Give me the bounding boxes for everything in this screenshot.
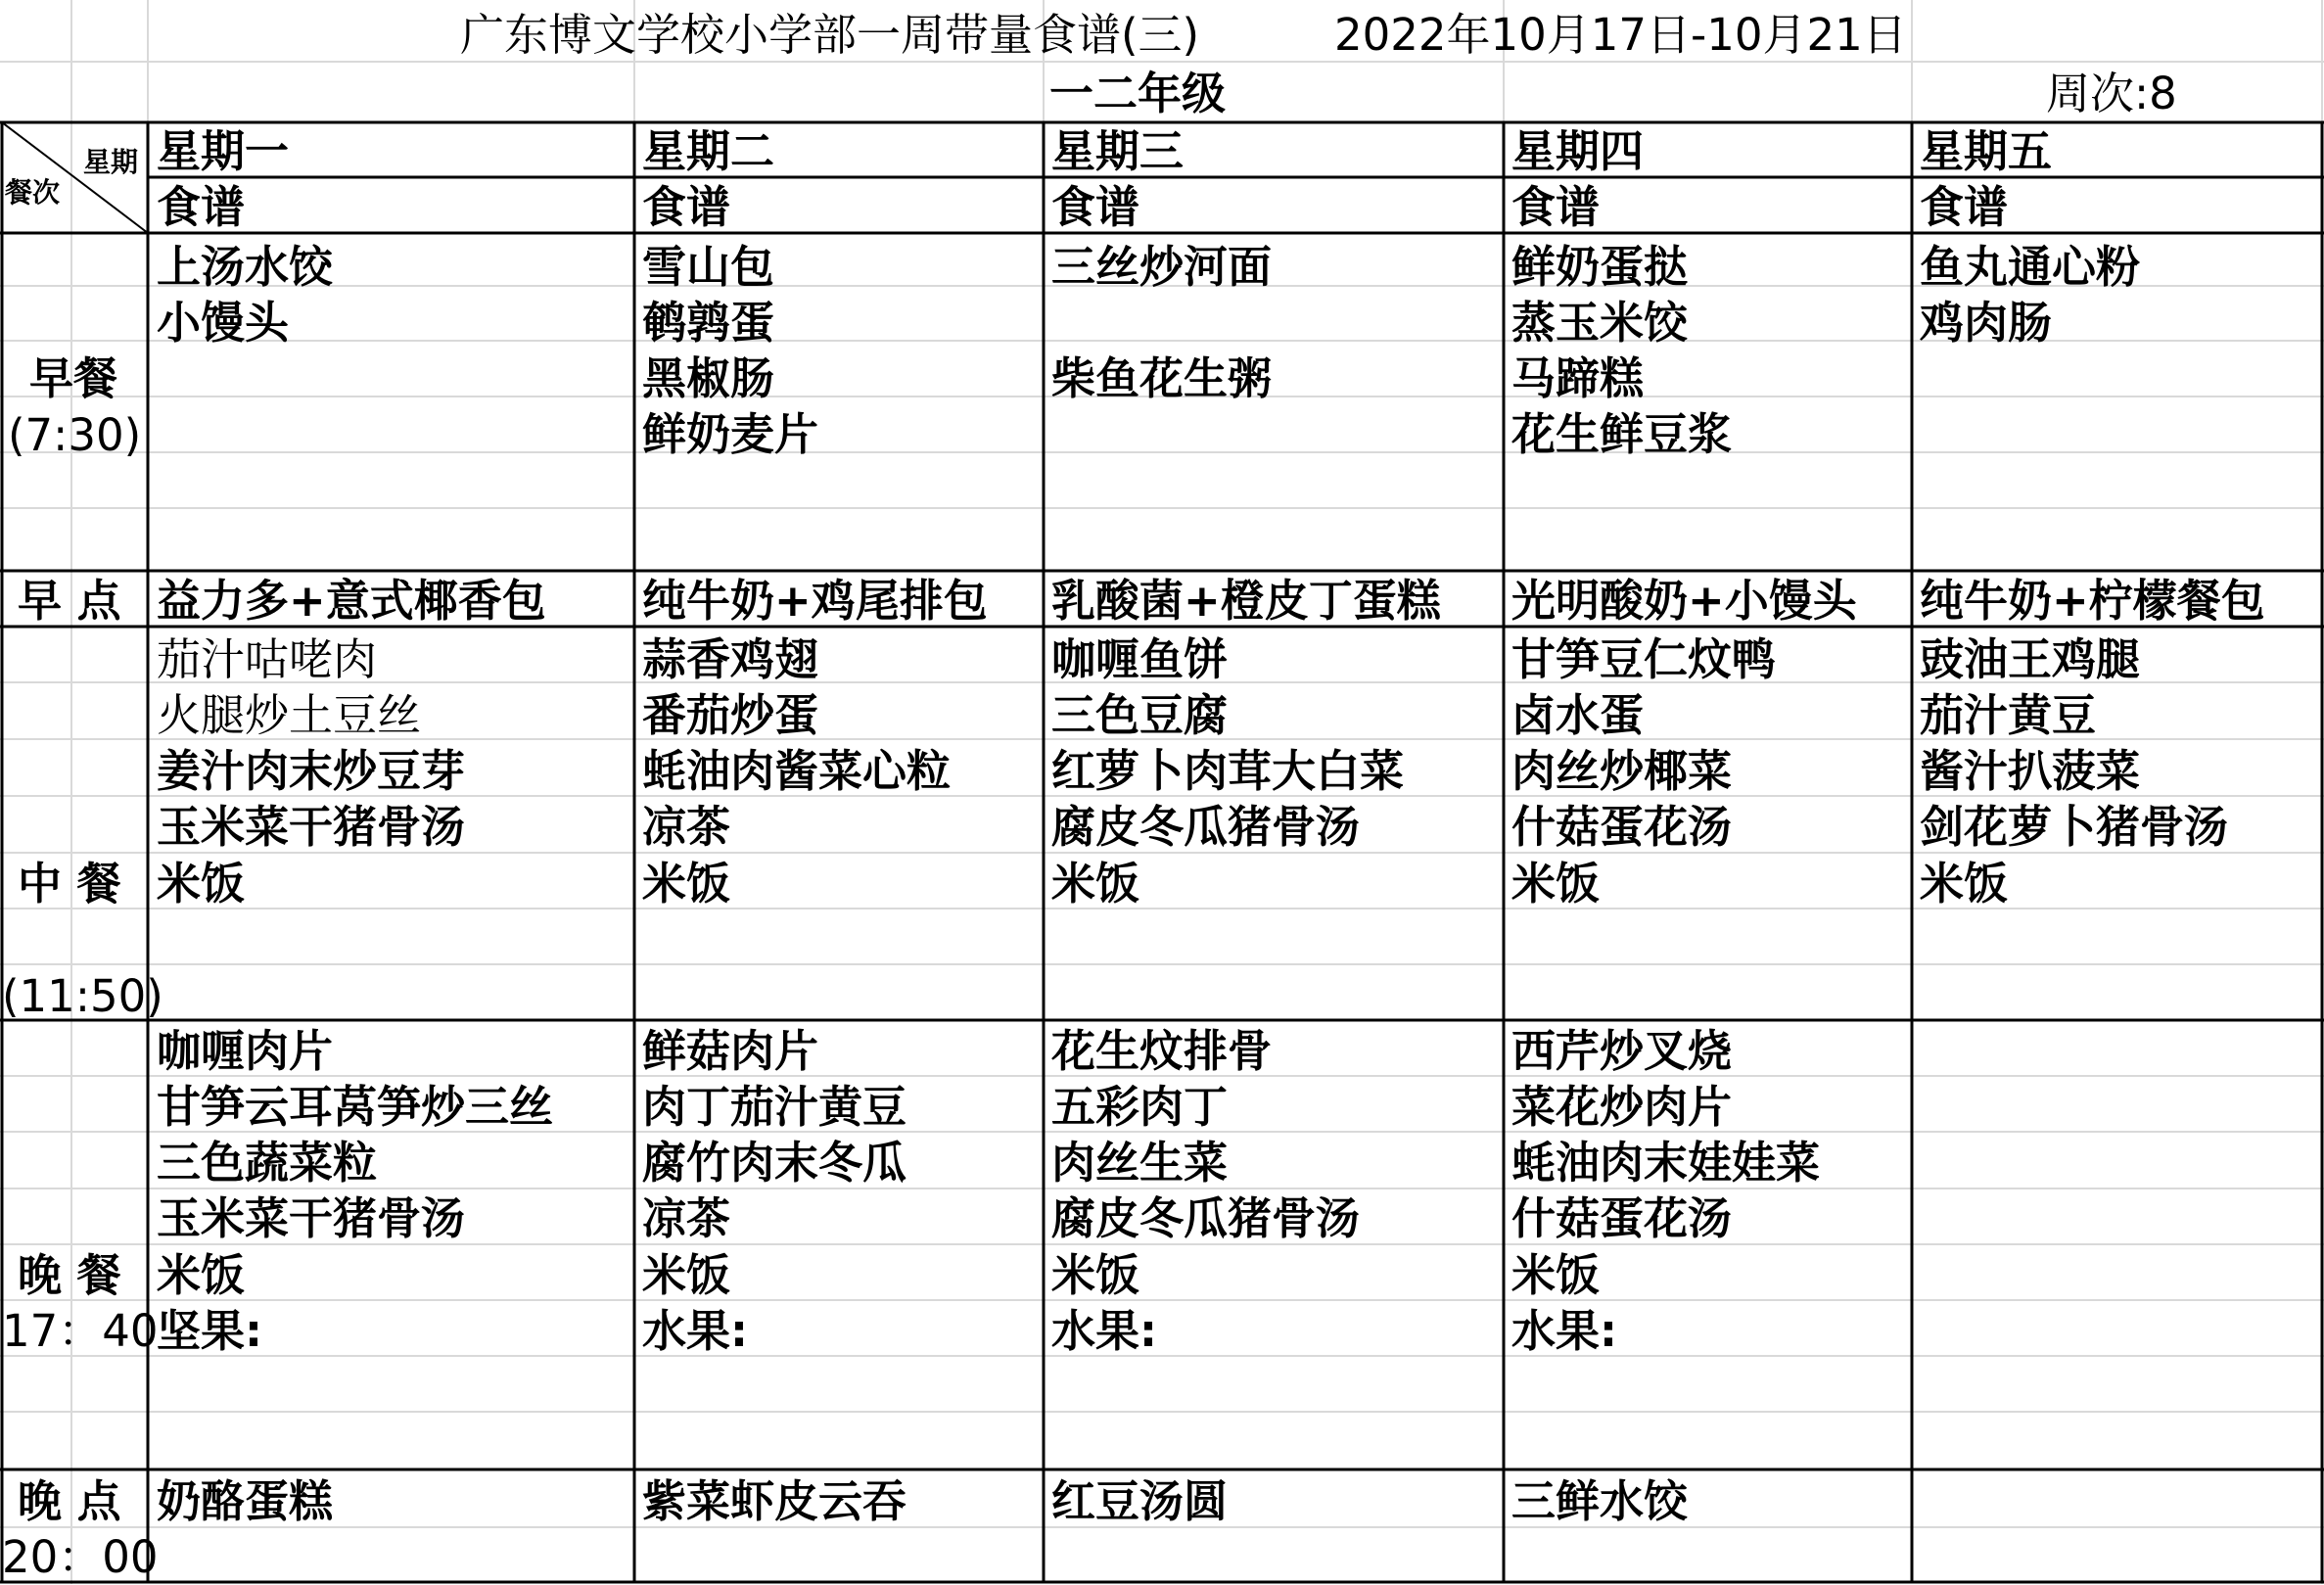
menu-item: 蚝油肉酱菜心粒 xyxy=(642,745,952,797)
menu-item: 三鲜水饺 xyxy=(1511,1475,1689,1527)
menu-item: 三色蔬菜粒 xyxy=(157,1137,378,1189)
menu-label: 食谱 xyxy=(1051,181,1140,233)
menu-item: 坚果: xyxy=(157,1305,262,1357)
meal-time: 17：40 xyxy=(2,1305,159,1357)
menu-item: 红萝卜肉茸大白菜 xyxy=(1051,745,1405,797)
menu-item: 凉茶 xyxy=(642,801,731,853)
menu-item: 甘笋豆仁炆鸭 xyxy=(1511,633,1777,685)
week-number: 周次:8 xyxy=(2046,68,2177,119)
menu-item: 鲜菇肉片 xyxy=(642,1025,819,1077)
menu-item: 水果: xyxy=(1051,1305,1157,1357)
menu-item: 什菇蛋花汤 xyxy=(1511,1192,1733,1244)
menu-item: 上汤水饺 xyxy=(157,241,334,293)
menu-item: 奶酪蛋糕 xyxy=(157,1475,334,1527)
day-header: 星期五 xyxy=(1920,125,2053,177)
menu-item: 水果: xyxy=(1511,1305,1617,1357)
date-range: 2022年10月17日-10月21日 xyxy=(1334,9,1907,61)
menu-item: 花生炆排骨 xyxy=(1051,1025,1273,1077)
menu-label: 食谱 xyxy=(1511,181,1601,233)
day-header: 星期二 xyxy=(642,125,775,177)
menu-item: 鸡肉肠 xyxy=(1920,297,2053,349)
menu-item: 红豆汤圆 xyxy=(1051,1475,1229,1527)
menu-item: 咖喱鱼饼 xyxy=(1051,633,1229,685)
menu-item: 凉茶 xyxy=(642,1192,731,1244)
menu-item: 三色豆腐 xyxy=(1051,689,1229,741)
day-header: 星期三 xyxy=(1051,125,1185,177)
meal-name: 中 餐 xyxy=(18,858,121,909)
menu-label: 食谱 xyxy=(642,181,731,233)
menu-item: 番茄炒蛋 xyxy=(642,689,819,741)
meal-time: (11:50) xyxy=(2,970,163,1022)
menu-item: 鲜奶麦片 xyxy=(642,408,819,460)
menu-item: 水果: xyxy=(642,1305,748,1357)
grade-label: 一二年级 xyxy=(1049,68,1227,119)
corner-day-label: 星期 xyxy=(83,146,139,178)
menu-item: 益力多+意式椰香包 xyxy=(157,575,546,627)
menu-item: 米饭 xyxy=(1511,858,1601,909)
menu-label: 食谱 xyxy=(157,181,246,233)
menu-item: 鹌鹑蛋 xyxy=(642,297,775,349)
day-header: 星期四 xyxy=(1511,125,1645,177)
meal-time: (7:30) xyxy=(8,409,142,461)
menu-item: 火腿炒土豆丝 xyxy=(157,689,422,741)
menu-item: 肉丝炒椰菜 xyxy=(1511,745,1733,797)
menu-item: 剑花萝卜猪骨汤 xyxy=(1920,801,2229,853)
menu-item: 三丝炒河面 xyxy=(1051,241,1273,293)
menu-label: 食谱 xyxy=(1920,181,2009,233)
menu-item: 茄汁黄豆 xyxy=(1920,689,2097,741)
menu-item: 豉油王鸡腿 xyxy=(1920,633,2141,685)
menu-item: 姜汁肉末炒豆芽 xyxy=(157,745,466,797)
menu-item: 雪山包 xyxy=(642,241,775,293)
menu-item: 肉丝生菜 xyxy=(1051,1137,1229,1189)
menu-item: 茄汁咕咾肉 xyxy=(157,633,378,685)
menu-item: 酱汁扒菠菜 xyxy=(1920,745,2141,797)
menu-item: 腐皮冬瓜猪骨汤 xyxy=(1051,1192,1361,1244)
menu-item: 蒸玉米饺 xyxy=(1511,297,1689,349)
menu-item: 鲜奶蛋挞 xyxy=(1511,241,1689,293)
day-header: 星期一 xyxy=(157,125,290,177)
menu-item: 纯牛奶+鸡尾排包 xyxy=(642,575,988,627)
menu-item: 米饭 xyxy=(642,858,731,909)
menu-item: 五彩肉丁 xyxy=(1051,1081,1229,1133)
menu-item: 米饭 xyxy=(157,858,246,909)
meal-time: 20：00 xyxy=(2,1531,159,1583)
menu-item: 纯牛奶+柠檬餐包 xyxy=(1920,575,2265,627)
menu-item: 腐竹肉末冬瓜 xyxy=(642,1137,907,1189)
meal-name: 早 点 xyxy=(18,575,121,627)
menu-item: 花生鲜豆浆 xyxy=(1511,408,1733,460)
meal-name: 早餐 xyxy=(29,352,118,404)
menu-item: 米饭 xyxy=(1051,1249,1140,1301)
menu-item: 米饭 xyxy=(1920,858,2009,909)
menu-item: 蚝油肉末娃娃菜 xyxy=(1511,1137,1821,1189)
menu-item: 西芹炒叉烧 xyxy=(1511,1025,1733,1077)
menu-item: 乳酸菌+橙皮丁蛋糕 xyxy=(1051,575,1441,627)
menu-item: 腐皮冬瓜猪骨汤 xyxy=(1051,801,1361,853)
menu-item: 米饭 xyxy=(157,1249,246,1301)
meal-name: 晚 餐 xyxy=(18,1249,121,1301)
menu-item: 咖喱肉片 xyxy=(157,1025,334,1077)
menu-item: 黑椒肠 xyxy=(642,352,775,404)
page-title: 广东博文学校小学部一周带量食谱(三) xyxy=(460,9,1200,61)
menu-item: 紫菜虾皮云吞 xyxy=(642,1475,907,1527)
menu-item: 米饭 xyxy=(642,1249,731,1301)
menu-item: 肉丁茄汁黄豆 xyxy=(642,1081,907,1133)
menu-item: 什菇蛋花汤 xyxy=(1511,801,1733,853)
menu-item: 米饭 xyxy=(1511,1249,1601,1301)
menu-item: 玉米菜干猪骨汤 xyxy=(157,801,466,853)
menu-item: 鱼丸通心粉 xyxy=(1920,241,2141,293)
menu-item: 马蹄糕 xyxy=(1511,352,1645,404)
menu-item: 蒜香鸡翅 xyxy=(642,633,819,685)
menu-item: 甘笋云耳莴笋炒三丝 xyxy=(157,1081,554,1133)
corner-meal-label: 餐次 xyxy=(5,176,61,209)
menu-item: 米饭 xyxy=(1051,858,1140,909)
menu-item: 卤水蛋 xyxy=(1511,689,1645,741)
menu-item: 柴鱼花生粥 xyxy=(1051,352,1273,404)
menu-item: 光明酸奶+小馒头 xyxy=(1511,575,1857,627)
menu-item: 菜花炒肉片 xyxy=(1511,1081,1733,1133)
meal-name: 晚 点 xyxy=(18,1475,121,1527)
menu-item: 玉米菜干猪骨汤 xyxy=(157,1192,466,1244)
menu-item: 小馒头 xyxy=(157,297,290,349)
